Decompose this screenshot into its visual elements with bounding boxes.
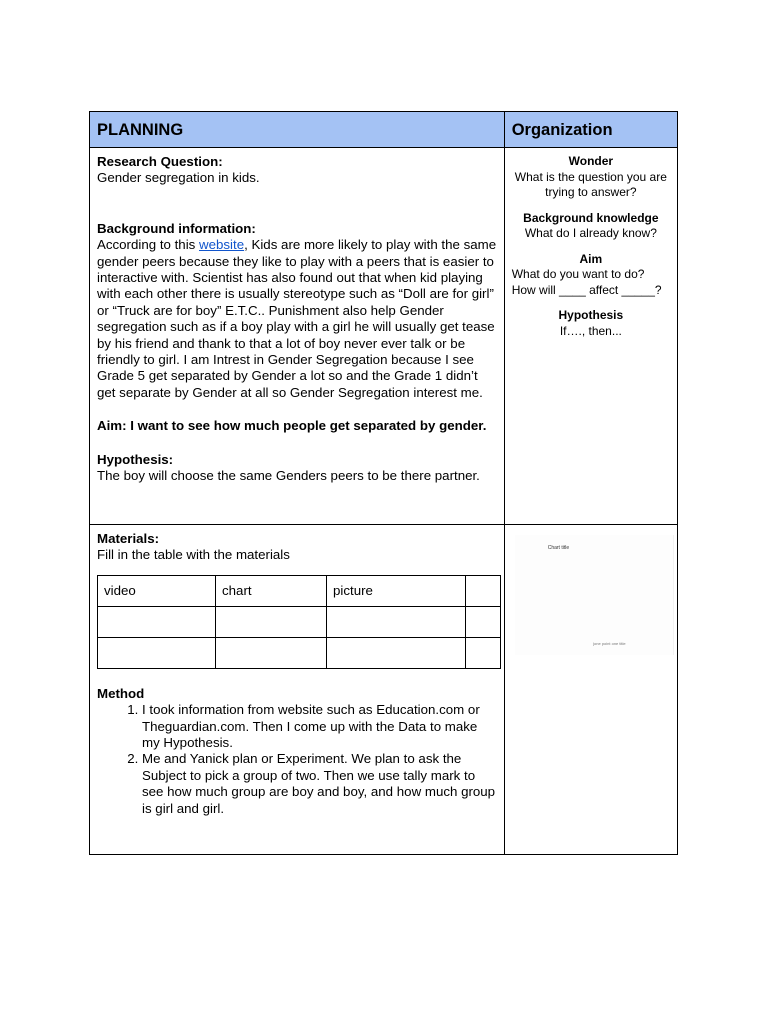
aim-line-1: What do you want to do? [511,267,645,281]
table-cell[interactable]: picture [327,575,466,606]
method-step: 2. Me and Yanick plan or Experiment. We plan to ask the Subject to pick a group of two. Then we use tally mark to see how much group are boy and boy, and how much group is girl and girl. [142,751,497,817]
website-link[interactable]: website [199,237,245,253]
aim-title: Aim [579,251,603,266]
planning-table [89,111,678,855]
hypothesis-hint: If…., then... [559,323,622,338]
wonder-title: Wonder [568,154,614,168]
materials-method-cell [90,525,505,855]
background-knowledge-text: What do I already know? [524,226,657,240]
chart-axis-label: (one point one title [592,641,626,646]
organization-content-cell [504,148,677,525]
wonder-text: What is the question you are trying to answer? [514,169,667,199]
chart-cell [504,525,677,855]
table-cell[interactable] [98,637,216,668]
table-cell[interactable]: chart [216,575,327,606]
table-cell[interactable] [466,637,501,668]
table-cell[interactable] [327,606,466,637]
method-list [97,702,497,817]
hypothesis-text: The boy will choose the same Genders peers to be there partner. [97,468,480,484]
background-text: According to this website, Kids are more likely to play with the same gender peers because they like to play with a peers that is easier to interactive with. Scientist has also found out that when kid playing with each other there is usually stereotype such as “Doll are for girl” or “Truck are for boy” E.T.C.. Punishment also help Gender segregation such as if a boy play with a girl he will usually get tease by his friend and thank to that a lot of boy never ever talk or be friendly to girl. I am Intrest in Gender Segregation because I see Grade 5 get separated by Gender a lot so and the Grade 1 didn’t get separate by Gender at all so Gender Segregation interest me. [97,237,497,400]
table-cell[interactable] [216,637,327,668]
embedded-chart[interactable] [515,535,674,655]
organization-header-cell [504,112,677,148]
method-step: 1. I took information from website such as Education.com or Theguardian.com. Then I come up with the Data to make my Hypothesis. [142,702,497,751]
aim-line-2: How will ____ affect _____? [511,282,662,297]
table-cell[interactable] [216,606,327,637]
planning-title: PLANNING [97,121,184,139]
materials-table [97,575,501,669]
background-knowledge-title: Background knowledge [523,210,659,225]
table-cell[interactable] [466,606,501,637]
research-question-label: Research Question: [97,154,223,169]
method-label: Method [97,685,145,701]
materials-instruction: Fill in the table with the materials [97,547,290,563]
table-cell[interactable]: video [98,575,216,606]
background-label: Background information: [97,220,256,236]
planning-header-cell [90,112,505,148]
table-row [98,637,501,668]
research-question-text: Gender segregation in kids. [97,170,260,186]
table-cell[interactable] [327,637,466,668]
table-row [98,606,501,637]
chart-title: Chart title [547,545,570,551]
table-cell[interactable] [466,575,501,606]
table-row [98,575,501,606]
planning-content-cell [90,148,505,525]
hypothesis-label: Hypothesis: [97,451,174,467]
aim-text: Aim: I want to see how much people get separated by gender. [97,418,487,434]
materials-label: Materials: [97,531,160,546]
hypothesis-title: Hypothesis [558,308,624,322]
table-cell[interactable] [98,606,216,637]
organization-title: Organization [511,121,613,139]
